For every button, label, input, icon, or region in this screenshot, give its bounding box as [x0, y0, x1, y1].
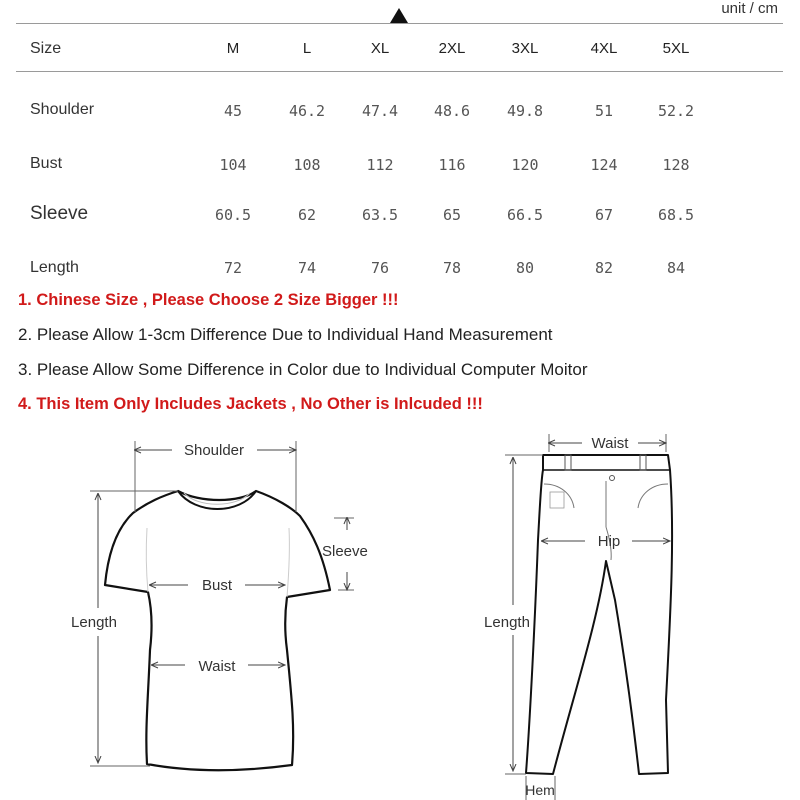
shirt-sleeve-label: Sleeve — [322, 543, 368, 560]
table-cell: 116 — [438, 156, 466, 174]
pants-waist-label: Waist — [591, 435, 629, 452]
table-cell: 48.6 — [433, 102, 471, 120]
table-cell: 76 — [370, 259, 390, 277]
shirt-waist-label: Waist — [198, 658, 236, 675]
row-label-bust: Bust — [30, 155, 63, 172]
note-jackets-only: 4. This Item Only Includes Jackets , No Other is Inlcuded !!! — [18, 395, 483, 413]
table-cell: 72 — [223, 259, 243, 277]
size-header-cell: 3XL — [511, 40, 539, 57]
table-cell: 104 — [219, 156, 247, 174]
pants-outline-icon — [526, 455, 672, 774]
note-chinese-size: 1. Chinese Size , Please Choose 2 Size Bigger !!! — [18, 291, 399, 309]
table-cell: 49.8 — [506, 102, 544, 120]
note-measurement-difference: 2. Please Allow 1-3cm Difference Due to Individual Hand Measurement — [18, 325, 553, 344]
size-header-cell: L — [302, 40, 312, 57]
table-cell: 82 — [594, 259, 614, 277]
table-cell: 68.5 — [657, 206, 695, 224]
table-cell: 51 — [594, 102, 614, 120]
table-cell: 66.5 — [506, 206, 544, 224]
pants-diagram — [484, 434, 672, 800]
table-cell: 108 — [293, 156, 321, 174]
row-label-length: Length — [30, 259, 79, 276]
table-cell: 60.5 — [214, 206, 252, 224]
table-cell: 74 — [297, 259, 317, 277]
row-label-sleeve: Sleeve — [30, 203, 89, 224]
table-cell: 46.2 — [288, 102, 326, 120]
size-header-cell: 2XL — [438, 40, 466, 57]
table-cell: 128 — [662, 156, 690, 174]
table-cell: 112 — [366, 156, 394, 174]
pants-length-label: Length — [484, 614, 530, 631]
table-cell: 47.4 — [361, 102, 399, 120]
table-cell: 78 — [442, 259, 462, 277]
row-label-shoulder: Shoulder — [30, 101, 95, 118]
pants-hip-label: Hip — [597, 533, 621, 550]
table-cell: 63.5 — [361, 206, 399, 224]
size-header-cell: 4XL — [590, 40, 618, 57]
table-cell: 80 — [515, 259, 535, 277]
size-header-cell: 5XL — [662, 40, 690, 57]
pants-hem-label: Hem — [525, 782, 555, 798]
table-cell: 84 — [666, 259, 686, 277]
size-header-cell: M — [226, 40, 240, 57]
table-cell: 45 — [223, 102, 243, 120]
size-header-cell: XL — [370, 40, 390, 57]
table-cell: 124 — [590, 156, 618, 174]
table-cell: 120 — [511, 156, 539, 174]
note-color-difference: 3. Please Allow Some Difference in Color due to Individual Computer Moitor — [18, 360, 588, 379]
size-header-label: Size — [30, 40, 62, 57]
shirt-bust-label: Bust — [201, 577, 233, 594]
shirt-length-label: Length — [71, 614, 117, 631]
tshirt-outline-icon — [105, 491, 330, 770]
unit-label: unit / cm — [721, 0, 778, 17]
table-cell: 62 — [297, 206, 317, 224]
table-cell: 65 — [442, 206, 462, 224]
shirt-shoulder-label: Shoulder — [183, 442, 245, 459]
tshirt-diagram — [71, 441, 368, 770]
table-cell: 52.2 — [657, 102, 695, 120]
table-cell: 67 — [594, 206, 614, 224]
